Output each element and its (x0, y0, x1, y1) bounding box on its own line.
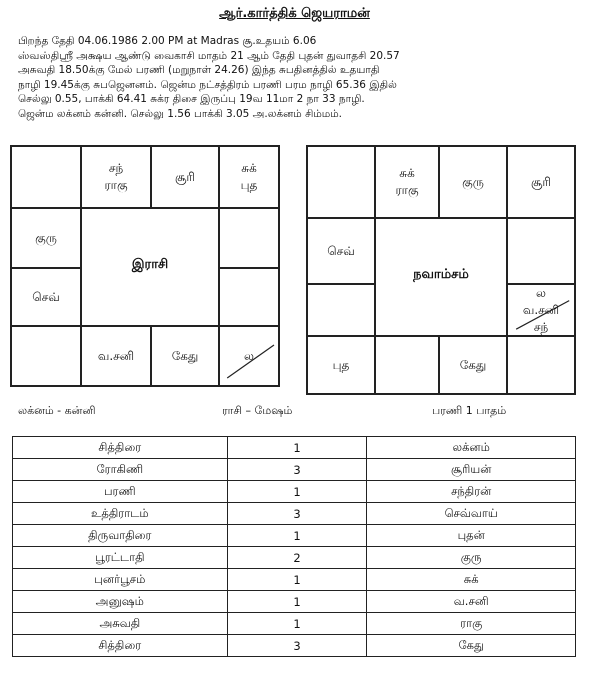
planet-cell: கேது (367, 635, 576, 657)
chart-house-r3c1 (375, 336, 439, 394)
planet-label: புத (240, 178, 258, 192)
chart-center-label: இராசி (131, 257, 169, 272)
planet-label: வ.சனி (522, 302, 560, 317)
birth-details-line: செல்லு 0.55, பாக்கி 64.41 சுக்ர திசை இருப்பு 19வ 11மா 2 நா 33 நாழி. (18, 93, 365, 105)
planet-label: செவ் (327, 243, 355, 258)
planet-label: கேது (459, 357, 487, 372)
star-cell: பூரட்டாதி (13, 547, 228, 569)
planet-label: ல (536, 285, 546, 300)
chart-house-r2c3 (507, 284, 575, 336)
table-row (13, 437, 576, 459)
navamsa-chart (306, 145, 576, 395)
chart-house-r0c2 (439, 146, 507, 218)
chart-house-r1c3 (507, 218, 575, 284)
pada-cell: 3 (227, 503, 367, 525)
planet-cell: சுக் (367, 569, 576, 591)
table-row (13, 569, 576, 591)
birth-details-line: ஸ்வஸ்திஸ்ரீ அக்ஷய ஆண்டு வைகாசி மாதம் 21 ஆம் தேதி புதன் துவாதசி 20.57 (18, 49, 400, 62)
chart-house-r2c3 (219, 268, 279, 326)
chart-house-r0c0 (11, 146, 81, 208)
star-label: பரணி 1 பாதம் (432, 404, 507, 417)
chart-house-r0c3 (507, 146, 575, 218)
chart-house-r2c0 (11, 268, 81, 326)
birth-details-line: அசுவதி 18.50க்கு மேல் பரணி (மறுநாள் 24.26) இந்த சுபதினத்தில் உதயாதி (18, 64, 380, 76)
pada-cell: 1 (227, 569, 367, 591)
planet-label: செவ் (32, 289, 60, 304)
table-row (13, 525, 576, 547)
table-row (13, 591, 576, 613)
table-row (13, 613, 576, 635)
chart-house-r3c0 (307, 336, 375, 394)
star-cell: பரணி (13, 481, 228, 503)
planet-cell: ராகு (367, 613, 576, 635)
planet-label: சுக் (399, 166, 415, 180)
pada-cell: 2 (227, 547, 367, 569)
table-row (13, 635, 576, 657)
chart-house-r0c2 (151, 146, 219, 208)
lagna-slash-mark (508, 285, 576, 337)
planet-label: ல (244, 348, 254, 363)
star-cell: அனுஷம் (13, 591, 228, 613)
chart-house-r1c3 (219, 208, 279, 268)
star-cell: ரோகிணி (13, 459, 228, 481)
planet-star-table (12, 436, 576, 657)
chart-house-r0c0 (307, 146, 375, 218)
chart-house-r3c2 (439, 336, 507, 394)
star-cell: சித்திரை (13, 635, 228, 657)
planet-label: சந் (533, 319, 549, 334)
table-row (13, 459, 576, 481)
planet-label: குரு (462, 174, 484, 189)
rasi-label: ராசி – மேஷம் (222, 404, 293, 417)
table-row (13, 547, 576, 569)
pada-cell: 1 (227, 437, 367, 459)
page-title: ஆர்.கார்த்திக் ஜெயராமன் (219, 6, 370, 21)
lagnam-label: லக்னம் - கன்னி (18, 404, 96, 417)
pada-cell: 3 (227, 635, 367, 657)
planet-cell: சூரியன் (367, 459, 576, 481)
planet-label: குரு (35, 230, 57, 245)
birth-details-line: பிறந்த தேதி 04.06.1986 2.00 PM at Madras சூ.உதயம் 6.06 (18, 35, 317, 47)
chart-house-r1c0 (307, 218, 375, 284)
pada-cell: 1 (227, 591, 367, 613)
planet-label: சூரி (174, 169, 196, 184)
chart-house-r3c3 (507, 336, 575, 394)
birth-details-line: ஜென்ம லக்னம் கன்னி. செல்லு 1.56 பாக்கி 3.05 அ.லக்னம் சிம்மம். (18, 107, 342, 120)
chart-house-r3c2 (151, 326, 219, 386)
planet-label: வ.சனி (97, 348, 135, 363)
pada-cell: 1 (227, 481, 367, 503)
chart-house-r2c0 (307, 284, 375, 336)
table-row (13, 481, 576, 503)
birth-details-paragraph (18, 34, 578, 121)
planet-label: சந் (108, 161, 124, 175)
planet-cell: வ.சனி (367, 591, 576, 613)
planet-label: சூரி (530, 174, 552, 189)
star-cell: புனர்பூசம் (13, 569, 228, 591)
star-cell: திருவாதிரை (13, 525, 228, 547)
chart-house-r3c0 (11, 326, 81, 386)
planet-cell: குரு (367, 547, 576, 569)
planet-label: புத (332, 357, 350, 372)
pada-cell: 3 (227, 459, 367, 481)
planet-label: சுக் (241, 161, 257, 175)
star-cell: சித்திரை (13, 437, 228, 459)
planet-cell: செவ்வாய் (367, 503, 576, 525)
pada-cell: 1 (227, 613, 367, 635)
rasi-chart (10, 145, 280, 387)
lagna-slash-mark (220, 327, 280, 387)
chart-house-r1c0 (11, 208, 81, 268)
pada-cell: 1 (227, 525, 367, 547)
planet-label: கேது (171, 348, 199, 363)
star-cell: உத்திராடம் (13, 503, 228, 525)
table-row (13, 503, 576, 525)
planet-cell: சந்திரன் (367, 481, 576, 503)
chart-house-r0c3 (219, 146, 279, 208)
chart-house-r3c3 (219, 326, 279, 386)
birth-details-line: நாழி 19.45க்கு சுபஜெனனம். ஜென்ம நட்சத்திரம் பரணி பரம நாழி 65.36 இதில் (18, 78, 397, 91)
star-cell: அசுவதி (13, 613, 228, 635)
chart-house-r3c1 (81, 326, 151, 386)
planet-cell: புதன் (367, 525, 576, 547)
chart-center-label: நவாம்சம் (413, 267, 469, 282)
chart-house-r0c1 (375, 146, 439, 218)
chart-house-r0c1 (81, 146, 151, 208)
planet-label: ராகு (104, 178, 128, 192)
planet-label: ராகு (395, 183, 419, 197)
planet-cell: லக்னம் (367, 437, 576, 459)
